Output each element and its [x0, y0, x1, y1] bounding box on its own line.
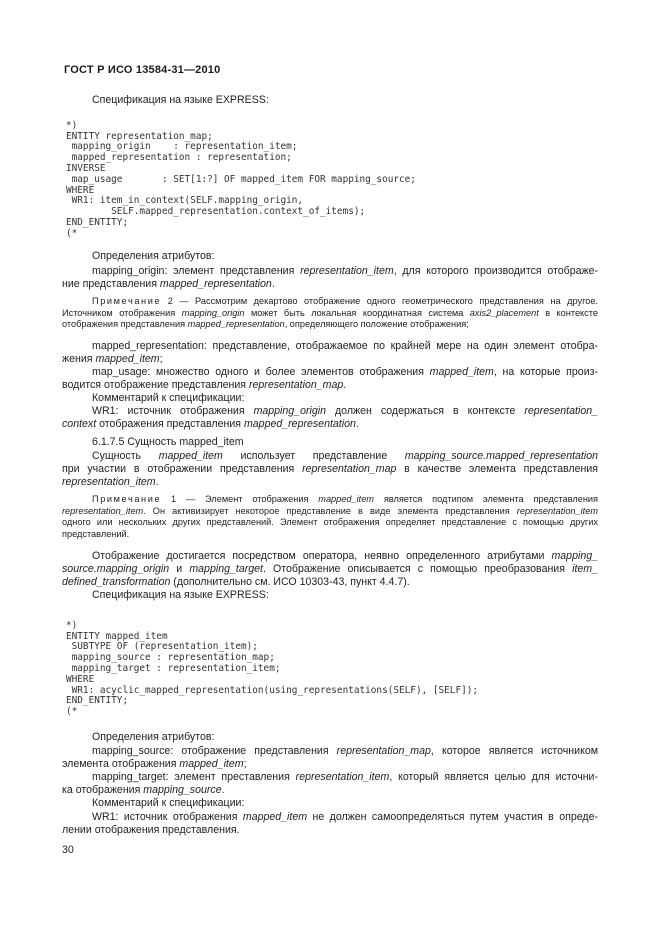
spec-title-2: Спецификация на языке EXPRESS: — [92, 589, 269, 601]
code-line: mapping_source : representation_map; — [66, 652, 275, 664]
attrs-title-2: Определения атрибутов: — [92, 731, 215, 743]
code-line: (* — [66, 227, 78, 239]
section-heading: 6.1.7.5 Сущность mapped_item — [92, 436, 244, 448]
wr1-mapped-item-line2: лении отображения представления. — [62, 824, 240, 836]
attr-mapping-source-line1: mapping_source: отображение представления representation_map, которое является источником — [92, 745, 598, 757]
note-1: Примечание 1 — Элемент отображения mapped_item является подтипом элемента представления representation_item. Он активизирует некоторое представление в виде элемента представления representation_item одного или нескольких других представлений. Элемент отображения определяет представление с помощью других представлений. — [62, 494, 598, 539]
attr-map-usage-line1: map_usage: множество одного и более элементов отображения mapped_item, на которые произ- — [92, 366, 598, 378]
wr1-representation-map-line2: context отображения представления mapped_representation. — [62, 418, 359, 430]
attr-mapping-source-line2: элемента отображения mapped_item; — [62, 758, 247, 770]
mapping-para-line3: defined_transformation (дополнительно см. ИСО 10303-43, пункт 4.4.7). — [62, 576, 410, 588]
mapping-para-line1: Отображение достигается посредством оператора, неявно определенного атрибутами mapping_ — [92, 550, 598, 562]
attr-mapped-rep-line2: жения mapped_item; — [62, 353, 163, 365]
page-number: 30 — [62, 844, 74, 856]
express-code-mapped-item — [66, 610, 478, 729]
attrs-title-1: Определения атрибутов: — [92, 250, 215, 262]
document-header: ГОСТ Р ИСО 13584-31—2010 — [64, 64, 221, 76]
section-para-line3: representation_item. — [62, 476, 159, 488]
code-line: INVERSE — [66, 162, 106, 174]
spec-title-1: Спецификация на языке EXPRESS: — [92, 94, 269, 106]
attr-map-usage-line2: водится отображение представления representation_map. — [62, 379, 347, 391]
code-line: WR1: acyclic_mapped_representation(using_representations(SELF), [SELF]); — [66, 684, 479, 696]
comments-title-2: Комментарий к спецификации: — [92, 797, 245, 809]
wr1-representation-map-line1: WR1: источник отображения mapping_origin должен содержаться в контексте representation_ — [92, 405, 598, 417]
code-line: map_usage : SET[1:?] OF mapped_item FOR mapping_source; — [66, 173, 416, 185]
code-line: SUBTYPE OF (representation_item); — [66, 641, 258, 653]
code-line: mapping_origin : representation_item; — [66, 141, 298, 153]
attr-mapping-target-line1: mapping_target: элемент преставления representation_item, который является целью для источни- — [92, 771, 599, 783]
attr-mapping-origin-line2: ние представления mapped_representation. — [62, 278, 275, 290]
code-line: WHERE — [66, 673, 95, 685]
code-line: WHERE — [66, 184, 95, 196]
note-2: Примечание 2 — Рассмотрим декартово отображение одного геометрического представления на другое. Источником отображения mapping_origin может быть локальная координатная система axis2_placement в контексте отображения представления mapped_representation, определяющего положение отображения; — [62, 296, 598, 330]
code-line: *) — [66, 119, 78, 131]
code-line: ENTITY mapped_item — [66, 630, 168, 642]
attr-mapping-origin-line1: mapping_origin: элемент представления representation_item, для которого производится отображе- — [92, 265, 598, 277]
wr1-mapped-item-line1: WR1: источник отображения mapped_item не должен самоопределяться путем участия в опреде- — [92, 811, 598, 823]
code-line: END_ENTITY; — [66, 216, 129, 228]
code-line: *) — [66, 619, 78, 631]
code-line: mapped_representation : representation; — [66, 152, 292, 164]
code-line: WR1: item_in_context(SELF.mapping_origin, — [66, 195, 304, 207]
code-line: (* — [66, 706, 78, 718]
attr-mapping-target-line2: ка отображения mapping_source. — [62, 784, 225, 796]
code-line: SELF.mapped_representation.context_of_items); — [66, 206, 366, 218]
express-code-representation-map — [66, 110, 416, 250]
section-para-line2: при участии в отображении представления representation_map в качестве элемента представления — [62, 463, 599, 475]
section-para-line1: Сущность mapped_item использует представление mapping_source.mapped_representation — [92, 450, 598, 462]
comments-title-1: Комментарий к спецификации: — [92, 392, 245, 404]
code-line: mapping_target : representation_item; — [66, 662, 281, 674]
mapping-para-line2: source.mapping_origin и mapping_target. Отображение описывается с помощью преобразования item_ — [62, 563, 598, 575]
attr-mapped-rep-line1: mapped_representation: представление, отображаемое по крайней мере на один элемент отобра- — [92, 340, 598, 352]
code-line: ENTITY representation_map; — [66, 130, 213, 142]
code-line: END_ENTITY; — [66, 695, 129, 707]
